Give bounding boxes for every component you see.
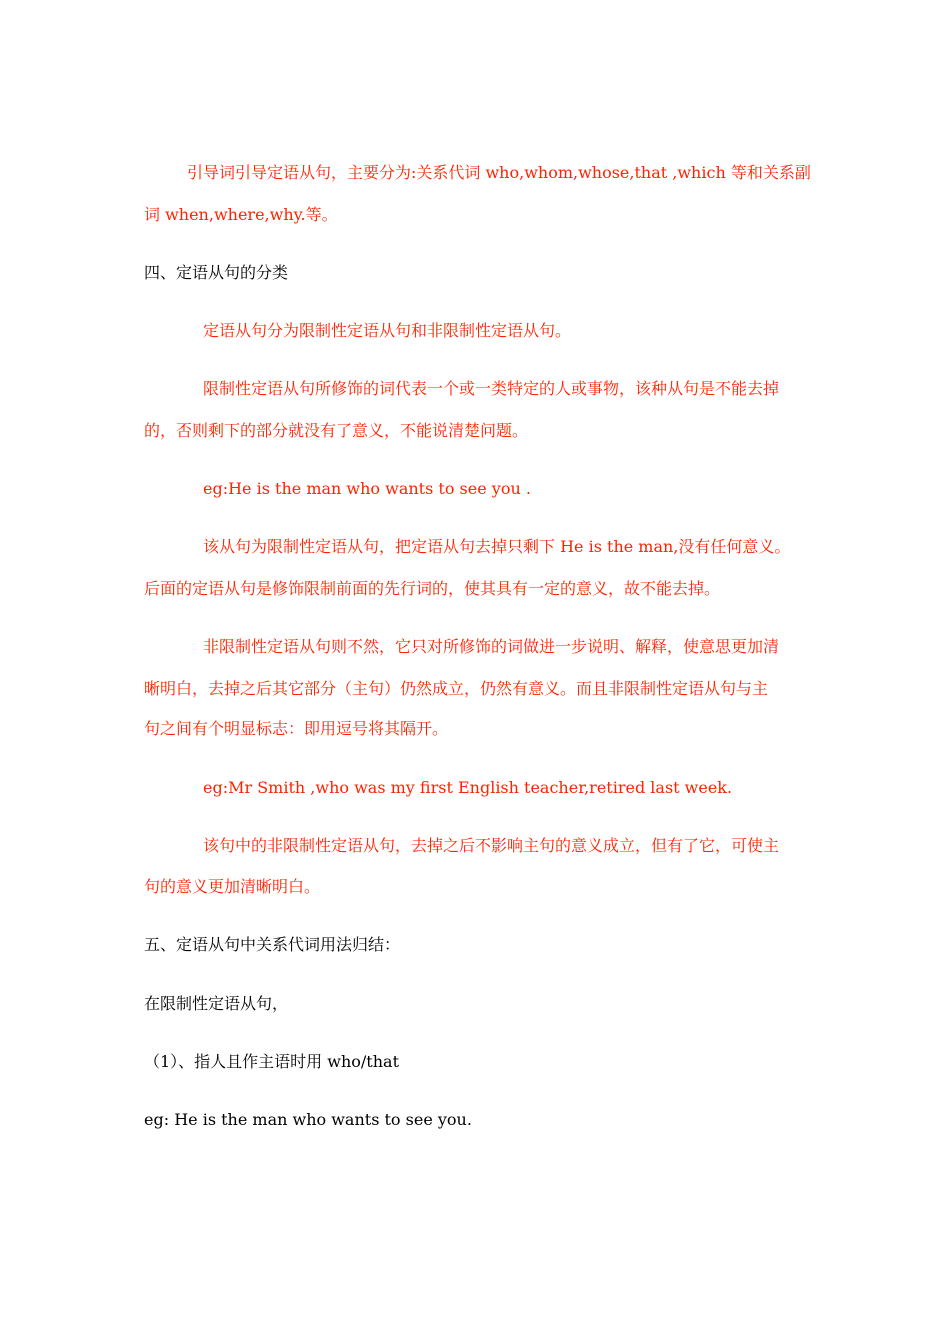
paragraph-line-5: 的，否则剩下的部分就没有了意义，不能说清楚问题。: [144, 421, 529, 440]
paragraph-line-7: 后面的定语从句是修饰限制前面的先行词的，使其具有一定的意义，故不能去掉。: [144, 579, 721, 598]
section-heading-4: 四、定语从句的分类: [144, 263, 289, 282]
paragraph-line-8: 非限制性定语从句则不然，它只对所修饰的词做进一步说明、解释，使意思更加清: [203, 637, 780, 656]
paragraph-line-6: 该从句为限制性定语从句，把定语从句去掉只剩下 He is the man,没有任何意义。: [203, 537, 791, 556]
paragraph-line-9: 晰明白，去掉之后其它部分（主句）仍然成立，仍然有意义。而且非限制性定语从句与主: [144, 679, 769, 698]
paragraph-line-4: 限制性定语从句所修饰的词代表一个或一类特定的人或事物，该种从句是不能去掉: [203, 379, 780, 398]
paragraph-line-3: 定语从句分为限制性定语从句和非限制性定语从句。: [203, 321, 572, 340]
example-line-3: eg: He is the man who wants to see you.: [144, 1110, 472, 1129]
paragraph-line-2: 词 when,where,why.等。: [144, 205, 338, 224]
section-heading-5: 五、定语从句中关系代词用法归结：: [144, 935, 401, 954]
paragraph-line-13: 在限制性定语从句，: [144, 994, 289, 1013]
paragraph-line-12: 句的意义更加清晰明白。: [144, 877, 321, 896]
paragraph-line-11: 该句中的非限制性定语从句，去掉之后不影响主句的意义成立，但有了它，可使主: [203, 836, 780, 855]
example-line-2: eg:Mr Smith ,who was my first English teacher,retired last week.: [203, 778, 733, 797]
paragraph-line-10: 句之间有个明显标志：即用逗号将其隔开。: [144, 719, 449, 738]
paragraph-line-1: 引导词引导定语从句，主要分为:关系代词 who,whom,whose,that ,which 等和关系副: [187, 163, 811, 182]
list-item-1: （1）、指人且作主语时用 who/that: [144, 1052, 399, 1071]
example-line-1: eg:He is the man who wants to see you .: [203, 479, 531, 498]
